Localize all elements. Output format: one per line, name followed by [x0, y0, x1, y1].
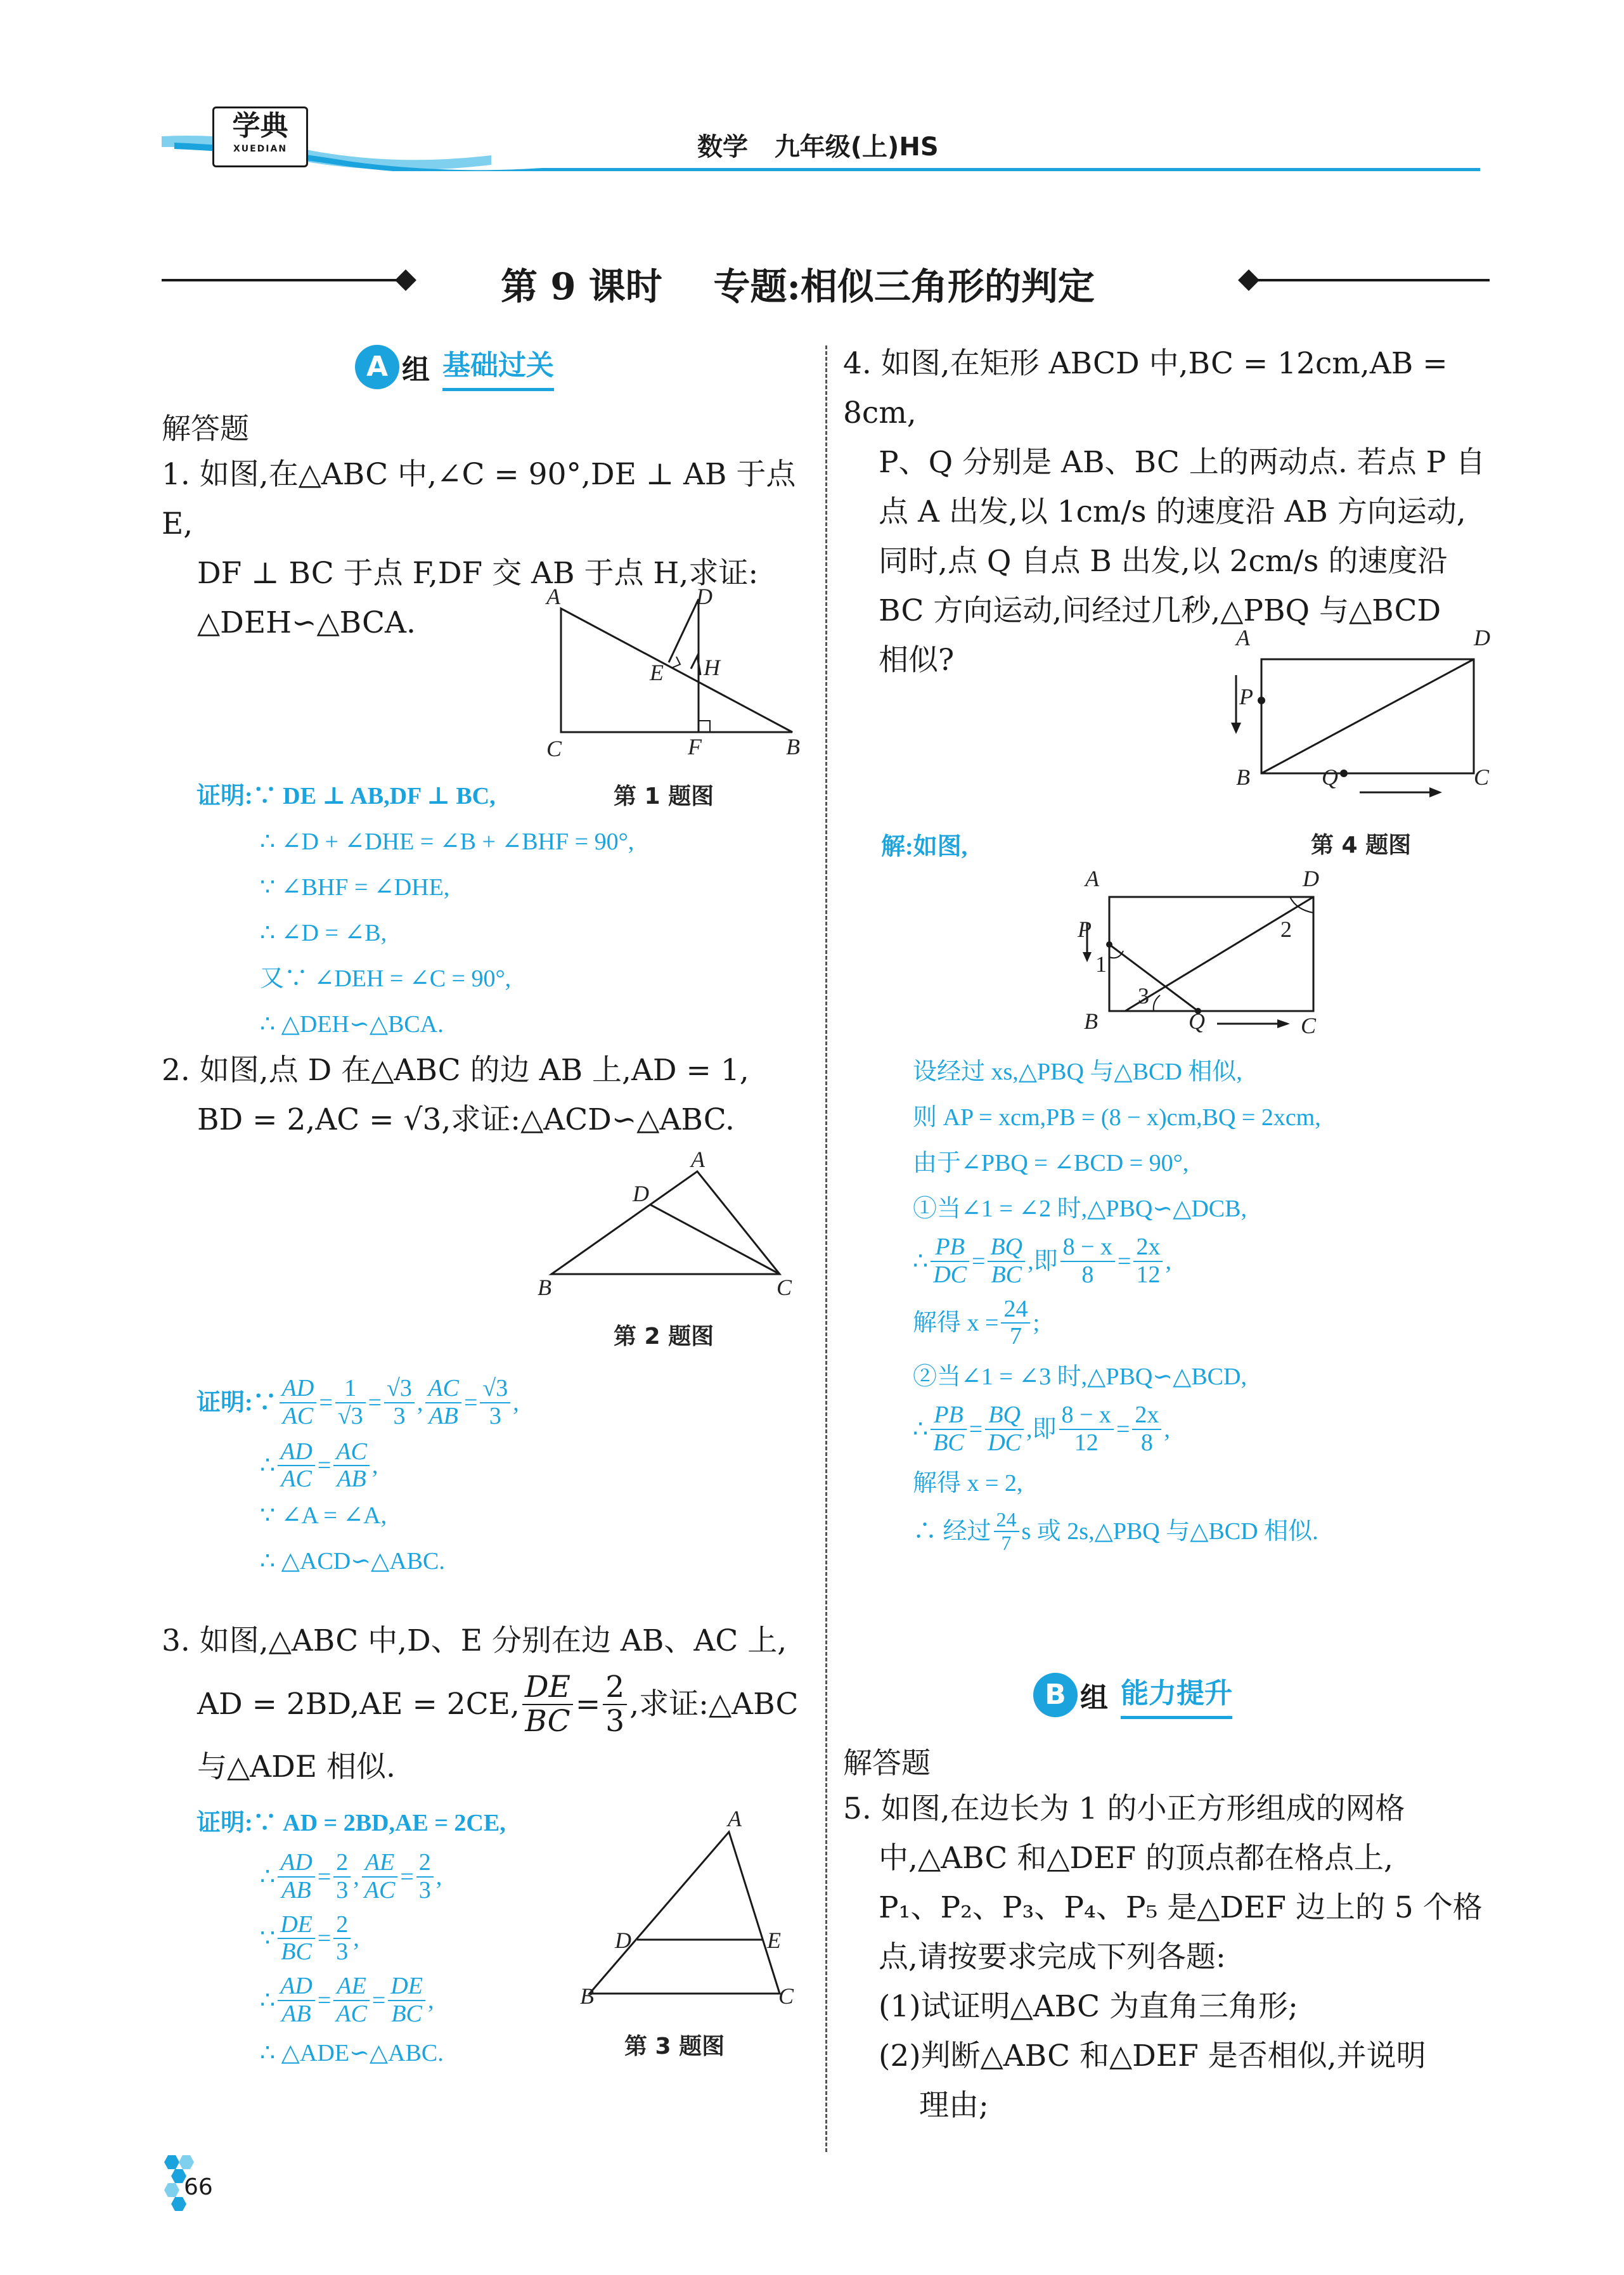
p5-line5: (1)试证明△ABC 为直角三角形;: [879, 1989, 1298, 2024]
frac-den: 12: [1136, 1261, 1161, 1288]
p4-line1: 4. 如图,在矩形 ABCD 中,BC = 12cm,AB = 8cm,: [843, 346, 1448, 430]
p2-proof: [197, 1376, 519, 1584]
p4-sol-l4: ①当∠1 = ∠2 时,△PBQ∽△DCB,: [913, 1196, 1247, 1222]
p5-line6: (2)判断△ABC 和△DEF 是否相似,并说明: [879, 2039, 1426, 2073]
frac-den: AB: [337, 1466, 366, 1493]
p2-proof-row2: ∴ $\frac{AD}{AC}$ = $\frac{AC}{AB}$ ,: [260, 1438, 378, 1493]
frac-2-3c: [333, 1912, 351, 1966]
frac-den: BC: [525, 1703, 570, 1739]
p4-sol-row10: [913, 1509, 1321, 1554]
fig4s-label-B: B: [1084, 1009, 1098, 1034]
p2-proof-prefix: 证明:∵: [197, 1389, 277, 1416]
p4-line2: P、Q 分别是 AB、BC 上的两动点. 若点 P 自: [879, 445, 1486, 480]
frac-24-7b: [994, 1509, 1019, 1554]
frac-den: 3: [489, 1402, 501, 1429]
frac-ae-ac-2: [333, 1973, 370, 2028]
frac-pb-bc: [931, 1402, 967, 1457]
p4-line3: 点 A 出发,以 1cm/s 的速度沿 AB 方向运动,: [879, 494, 1466, 529]
title-rule-right: [1252, 279, 1490, 281]
p1-proof-l2: ∴ ∠D + ∠DHE = ∠B + ∠BHF = 90°,: [260, 828, 635, 855]
p3-proof-row2: ∴ $\frac{AD}{AB}$ = $\frac{2}{3}$ , $\frac{AE}{AC}$ = $\frac{2}{3}$ ,: [260, 1849, 442, 1904]
p4-sol-l1: 设经过 xs,△PBQ 与△BCD 相似,: [913, 1059, 1242, 1085]
frac-num: √3: [384, 1376, 415, 1403]
fig2-label-D: D: [633, 1181, 649, 1206]
figure-1: [539, 580, 805, 764]
frac-de-bc-3: [388, 1973, 425, 2028]
p3-proof-end: ∴ △ADE∽△ABC.: [260, 2039, 444, 2066]
frac-den: AB: [281, 2000, 311, 2027]
p1-proof-l3: ∵ ∠BHF = ∠DHE,: [260, 874, 450, 901]
frac-2x-12: [1133, 1234, 1163, 1289]
fig4-label-P: P: [1239, 684, 1253, 709]
frac-den: 3: [336, 1876, 349, 1904]
frac-num: 2x: [1132, 1402, 1161, 1430]
frac-num: 24: [994, 1509, 1019, 1532]
p3-line1: 3. 如图,△ABC 中,D、E 分别在边 AB、AC 上,: [162, 1623, 787, 1658]
fig4s-label-C: C: [1301, 1013, 1317, 1038]
frac-ac-ab-2: [333, 1439, 370, 1493]
frac-num: 8 − x: [1059, 1402, 1114, 1430]
fig1-label-D: D: [696, 584, 712, 609]
figure-2: [545, 1160, 811, 1287]
frac-num: AD: [280, 1376, 317, 1403]
p3-proof: [197, 1800, 506, 2076]
frac-ad-ab: [278, 1850, 315, 1904]
group-a-letter: A: [355, 345, 399, 389]
frac-num: 24: [1001, 1296, 1030, 1324]
fig3-label-C: C: [778, 1983, 794, 2009]
frac-num: 1: [335, 1376, 366, 1403]
group-a-heading: [355, 342, 554, 391]
fig4s-label-A: A: [1085, 866, 1099, 891]
frac-24-7: [1001, 1296, 1030, 1351]
frac-num: BQ: [985, 1402, 1024, 1430]
fig1-label-F: F: [688, 734, 702, 759]
fig4-caption: 第 4 题图: [1311, 832, 1412, 858]
group-b-heading: [1033, 1670, 1232, 1719]
frac-den: DC: [988, 1429, 1021, 1456]
frac-num: BQ: [988, 1234, 1025, 1262]
fig4-label-B: B: [1236, 764, 1250, 790]
p5-line3: P₁、P₂、P₃、P₄、P₅ 是△DEF 边上的 5 个格: [879, 1890, 1483, 1925]
section-label-right: 解答题: [843, 1746, 931, 1780]
frac-num: AC: [333, 1439, 370, 1467]
p1-line1: 1. 如图,在△ABC 中,∠C = 90°,DE ⊥ AB 于点 E,: [162, 457, 796, 541]
title-diamond-left: [395, 269, 416, 291]
therefore-sign: ∴: [260, 1987, 276, 2014]
p1-proof: [197, 773, 634, 1047]
p4-line6: 相似?: [879, 643, 955, 678]
column-divider: [825, 345, 827, 2152]
problem-4: [843, 339, 1490, 685]
frac-num: √3: [480, 1376, 510, 1403]
frac-num: DE: [278, 1912, 315, 1940]
problem-3: [162, 1616, 815, 1792]
logo-box: [212, 106, 308, 167]
frac-den: BC: [281, 1938, 312, 1966]
frac-den: AB: [429, 1402, 458, 1429]
p4-sol-l9: 解得 x = 2,: [913, 1469, 1023, 1497]
final-pre: ∴ 经过: [913, 1518, 991, 1545]
group-b-title: 能力提升: [1121, 1670, 1232, 1719]
title-rule-left: [162, 279, 406, 281]
problem-5: [843, 1784, 1490, 2130]
frac-bq-bc: [988, 1234, 1025, 1289]
fig3-label-E: E: [767, 1928, 781, 1953]
lesson-title: 第 9 课时 专题:相似三角形的判定: [501, 265, 1095, 308]
section-label-left: 解答题: [162, 411, 249, 446]
therefore-sign: ∴: [260, 1863, 276, 1890]
logo: 学典: [232, 110, 288, 142]
frac-den: 3: [418, 1876, 431, 1904]
p4-sol-l2: 则 AP = xcm,PB = (8 − x)cm,BQ = 2xcm,: [913, 1104, 1321, 1131]
logo-sub: XUEDIAN: [233, 144, 288, 154]
fig3-label-A: A: [728, 1806, 742, 1831]
fig1-label-B: B: [786, 734, 800, 759]
p4-line4: 同时,点 Q 自点 B 出发,以 2cm/s 的速度沿: [879, 544, 1448, 579]
frac-8x-8: [1060, 1234, 1115, 1289]
p1-proof-l6: ∴ △DEH∽△BCA.: [260, 1011, 444, 1038]
group-a-title: 基础过关: [442, 342, 554, 391]
p3-proof-row3: ∵ $\frac{DE}{BC}$ = $\frac{2}{3}$ ,: [260, 1911, 359, 1966]
fig4s-label-D: D: [1303, 866, 1319, 891]
frac-de-bc: [522, 1671, 573, 1737]
fig4s-label-1: 1: [1095, 951, 1107, 977]
p3-line2b: ,求证:△ABC: [629, 1686, 799, 1722]
p4-sol-row8: ∴ $\frac{PB}{BC}$ = $\frac{BQ}{DC}$ , 即 $\frac{8 - x}{12}$ = $\frac{2x}{8}$ ,: [913, 1402, 1170, 1456]
fig2-label-B: B: [538, 1275, 551, 1300]
frac-num: AD: [278, 1439, 315, 1467]
frac-den: BC: [991, 1261, 1022, 1288]
p5-line2: 中,△ABC 和△DEF 的顶点都在格点上,: [879, 1841, 1393, 1876]
frac-den: AB: [281, 1876, 311, 1904]
p5-line7: 理由;: [919, 2088, 989, 2123]
frac-ac-ab: [425, 1376, 461, 1430]
frac-den: 3: [393, 1402, 406, 1429]
ji-text: 即: [1033, 1247, 1058, 1275]
p2-proof-row1: 证明:∵ $\frac{AD}{AC}$ = $\frac{1}{√3}$ = $\frac{√3}{3}$ , $\frac{AC}{AB}$ = $\frac{√3}{3}$ ,: [197, 1375, 519, 1429]
p5-line1: 5. 如图,在边长为 1 的小正方形组成的网格: [843, 1791, 1405, 1826]
frac-num: 2: [333, 1850, 351, 1878]
fig1-label-C: C: [546, 736, 562, 761]
ji-text: 即: [1032, 1415, 1057, 1443]
frac-2-3a: [333, 1850, 351, 1904]
p2-proof-l3: ∵ ∠A = ∠A,: [260, 1502, 387, 1530]
group-a-zu: 组: [402, 353, 430, 386]
frac-num: 2: [416, 1850, 434, 1878]
frac-den: AC: [282, 1402, 314, 1429]
frac-sqrt3-3b: [480, 1376, 510, 1430]
fig2-label-C: C: [777, 1275, 792, 1300]
frac-num: AC: [425, 1376, 461, 1403]
fig4s-label-Q: Q: [1189, 1009, 1205, 1034]
frac-num: AE: [333, 1973, 370, 2001]
frac-den: 8: [1081, 1261, 1094, 1288]
frac-num: 8 − x: [1060, 1234, 1115, 1262]
frac-1-sqrt3: [335, 1376, 366, 1430]
figure-4: [1223, 640, 1490, 805]
fig4s-label-3: 3: [1138, 983, 1149, 1009]
frac-bq-dc: [985, 1402, 1024, 1457]
p1-line3: △DEH∽△BCA.: [197, 605, 416, 640]
fig4-label-A: A: [1236, 625, 1250, 650]
frac-den: 7: [1009, 1323, 1022, 1350]
p1-line2: DF ⊥ BC 于点 F,DF 交 AB 于点 H,求证:: [197, 556, 759, 591]
fig1-caption: 第 1 题图: [614, 783, 714, 809]
frac-den: 3: [605, 1703, 625, 1739]
fig1-label-A: A: [546, 584, 560, 609]
p2-proof-l4: ∴ △ACD∽△ABC.: [260, 1548, 445, 1575]
page-number: 66: [184, 2174, 213, 2200]
fig3-label-D: D: [615, 1928, 631, 1953]
frac-num: AE: [362, 1850, 398, 1878]
frac-den: BC: [933, 1429, 964, 1456]
frac-num: AD: [278, 1850, 315, 1878]
p1-proof-l4: ∴ ∠D = ∠B,: [260, 920, 387, 946]
p4-sol-l3: 由于∠PBQ = ∠BCD = 90°,: [913, 1150, 1189, 1176]
frac-den: 7: [1001, 1531, 1012, 1554]
header-subject: 数学 九年级(上)HS: [697, 132, 939, 162]
frac-den: 8: [1140, 1429, 1153, 1456]
p4-line5: BC 方向运动,问经过几秒,△PBQ 与△BCD: [879, 593, 1441, 628]
p4-sol-row6: 解得 x = $\frac{24}{7}$ ;: [913, 1295, 1040, 1350]
p3-line3: 与△ADE 相似.: [197, 1750, 396, 1785]
p2-line1: 2. 如图,点 D 在△ABC 的边 AB 上,AD = 1,: [162, 1053, 749, 1088]
frac-den: √3: [337, 1402, 363, 1429]
group-b-letter: B: [1033, 1673, 1078, 1717]
p2-line2: BD = 2,AC = √3,求证:△ACD∽△ABC.: [197, 1102, 735, 1137]
frac-den: AC: [281, 1466, 312, 1493]
final-post: s 或 2s,△PBQ 与△BCD 相似.: [1021, 1518, 1318, 1545]
p4-solution: [913, 1049, 1321, 1554]
frac-8x-12: [1059, 1402, 1114, 1457]
frac-num: DE: [522, 1671, 573, 1705]
fig4-label-C: C: [1474, 764, 1490, 790]
solve-text: 解得 x =: [913, 1310, 999, 1337]
p3-line2a: AD = 2BD,AE = 2CE,: [197, 1686, 520, 1722]
p4-sol-intro: 解:如图,: [881, 834, 968, 860]
fig4s-label-P: P: [1078, 917, 1092, 942]
fig4s-label-2: 2: [1280, 917, 1292, 942]
frac-num: AD: [278, 1973, 315, 2001]
p3-proof-row4: ∴ $\frac{AD}{AB}$ = $\frac{AE}{AC}$ = $\frac{DE}{BC}$ ,: [260, 1973, 434, 2027]
frac-den: AC: [336, 2000, 367, 2027]
problem-2: [162, 1046, 815, 1145]
fig4-label-Q: Q: [1322, 764, 1338, 790]
p1-proof-l1: 证明:∵ DE ⊥ AB,DF ⊥ BC,: [197, 783, 496, 809]
frac-de-bc-2: [278, 1912, 315, 1966]
frac-2-3b: [416, 1850, 434, 1904]
p3-line2: AD = 2BD,AE = 2CE, $\frac{DE}{BC}$ = $\frac{2}{3}$ ,求证:△ABC: [197, 1670, 799, 1739]
p4-sol-l7: ②当∠1 = ∠3 时,△PBQ∽△BCD,: [913, 1363, 1247, 1391]
frac-num: 2: [603, 1671, 627, 1705]
fig4-label-D: D: [1474, 625, 1490, 650]
frac-den: DC: [933, 1261, 967, 1288]
frac-num: PB: [931, 1402, 967, 1430]
frac-num: 2x: [1133, 1234, 1163, 1262]
therefore-sign: ∴: [260, 1452, 276, 1479]
frac-num: PB: [931, 1234, 969, 1262]
fig1-label-H: H: [704, 655, 720, 680]
fig3-label-B: B: [580, 1983, 594, 2009]
fig2-label-A: A: [691, 1147, 705, 1172]
p4-sol-row5: ∴ $\frac{PB}{DC}$ = $\frac{BQ}{BC}$ , 即 $\frac{8 - x}{8}$ = $\frac{2x}{12}$ ,: [913, 1234, 1171, 1288]
p5-line4: 点,请按要求完成下列各题:: [879, 1940, 1226, 1975]
frac-2-3: [603, 1671, 627, 1737]
fig1-label-E: E: [650, 660, 664, 685]
frac-den: 3: [336, 1938, 349, 1966]
group-b-zu: 组: [1080, 1681, 1108, 1714]
frac-pb-dc: [931, 1234, 969, 1289]
frac-den: BC: [391, 2000, 422, 2027]
fig2-caption: 第 2 题图: [614, 1324, 714, 1350]
frac-sqrt3-3: [384, 1376, 415, 1430]
fig3-caption: 第 3 题图: [624, 2033, 725, 2059]
frac-ae-ac: [362, 1850, 398, 1904]
frac-den: AC: [364, 1876, 396, 1904]
frac-2x-8: [1132, 1402, 1161, 1457]
frac-den: 12: [1074, 1429, 1099, 1456]
figure-3: [583, 1826, 799, 2009]
frac-num: 2: [333, 1912, 351, 1940]
p1-proof-l5: 又∵ ∠DEH = ∠C = 90°,: [260, 965, 512, 992]
frac-num: DE: [388, 1973, 425, 2001]
frac-ad-ac-2: [278, 1439, 315, 1493]
frac-ad-ab-2: [278, 1973, 315, 2028]
p3-proof-l1: 证明:∵ AD = 2BD,AE = 2CE,: [197, 1810, 506, 1836]
frac-ad-ac: [280, 1376, 317, 1430]
